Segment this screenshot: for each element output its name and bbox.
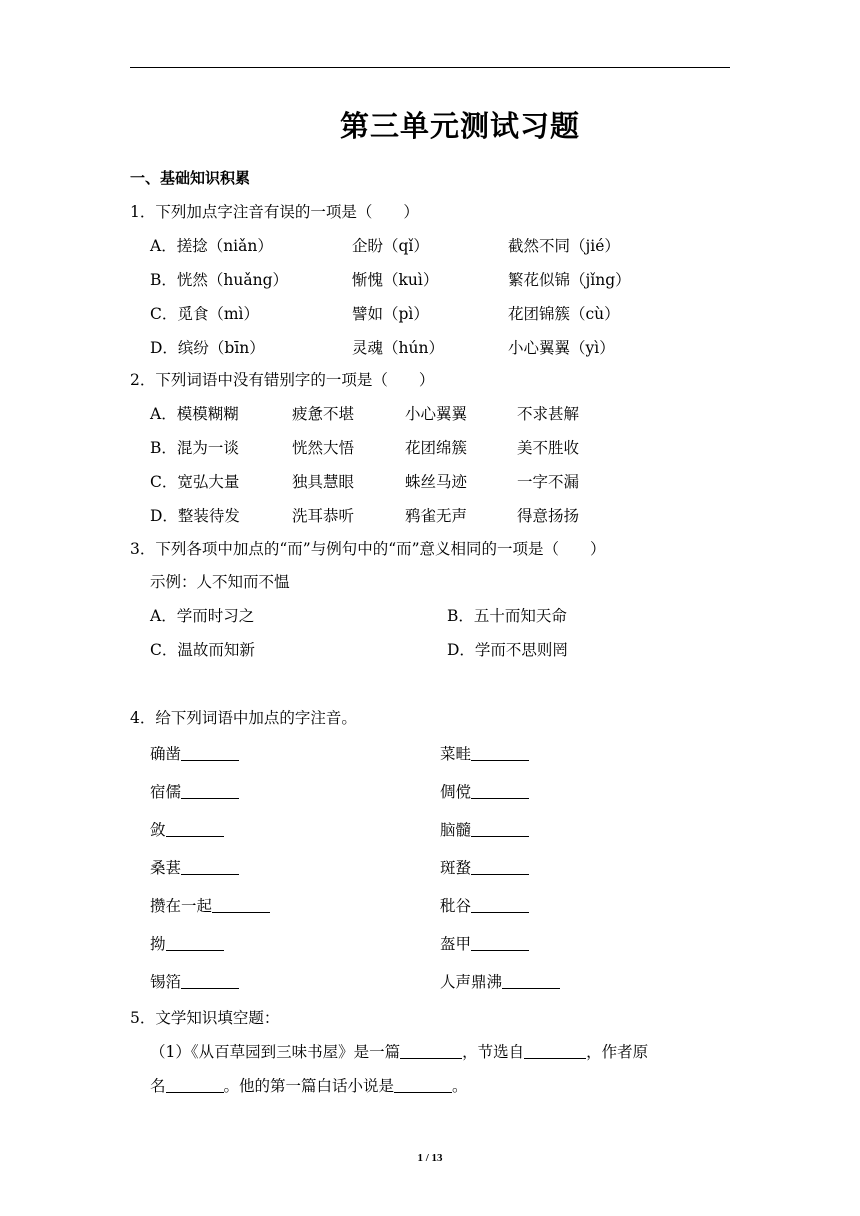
q2-option-item: 得意扬扬: [517, 507, 580, 525]
q1-option-item: C．觅食（mì）: [150, 305, 260, 323]
page-number: 1 / 13: [417, 1152, 443, 1164]
q4-item: [440, 858, 529, 878]
q2-option-item: B．混为一谈: [150, 439, 239, 457]
q1-option-item: 企盼（qǐ）: [352, 237, 429, 255]
q4-word: 人声鼎沸: [440, 973, 503, 991]
q3-stem: 3．下列各项中加点的“而”与例句中的“而”意义相同的一项是（ ）: [130, 540, 606, 558]
q4-word: 脑髓: [440, 821, 472, 839]
answer-blank[interactable]: [471, 744, 529, 761]
q4-word: 桑葚: [150, 859, 182, 877]
answer-blank[interactable]: [166, 1076, 224, 1093]
q4-item: [440, 972, 560, 992]
q4-item: [150, 934, 224, 954]
answer-blank[interactable]: [181, 782, 239, 799]
q1-option-item: 花团锦簇（cù）: [508, 305, 620, 323]
q1-option-item: A．搓捻（niǎn）: [150, 237, 273, 255]
q3-option-b: B．五十而知天命: [447, 607, 567, 625]
answer-blank[interactable]: [471, 858, 529, 875]
q4-item: [150, 820, 224, 840]
header-rule: [130, 67, 730, 68]
q4-word: 确凿: [150, 745, 182, 763]
answer-blank[interactable]: [181, 744, 239, 761]
q2-option-item: 小心翼翼: [405, 405, 468, 423]
q1-option-item: D．缤纷（bīn）: [150, 339, 265, 357]
q1-option-item: 譬如（pì）: [352, 305, 429, 323]
q4-word: 锡箔: [150, 973, 182, 991]
q5-text: 。他的第一篇白话小说是: [223, 1077, 395, 1095]
q5-text: 。: [452, 1077, 468, 1095]
q4-item: [440, 782, 529, 802]
q5-text: ，节选自: [462, 1043, 525, 1061]
q2-option-item: 花团绵簇: [405, 439, 468, 457]
q4-item: [440, 820, 529, 840]
answer-blank[interactable]: [181, 972, 239, 989]
q2-option-item: 不求甚解: [517, 405, 580, 423]
q2-option-item: 独具慧眼: [292, 473, 355, 491]
q4-word: 敛: [150, 821, 166, 839]
q4-word: 秕谷: [440, 897, 472, 915]
section-heading: 一、基础知识积累: [130, 169, 251, 187]
q4-item: [440, 896, 529, 916]
q3-example: 示例：人不知而不愠: [150, 573, 290, 591]
q1-option-item: 惭愧（kuì）: [352, 271, 439, 289]
answer-blank[interactable]: [471, 820, 529, 837]
q4-item: [150, 744, 239, 764]
q1-stem: 1．下列加点字注音有误的一项是（ ）: [130, 203, 419, 221]
answer-blank[interactable]: [394, 1076, 452, 1093]
q5-text: ，作者原: [586, 1043, 649, 1061]
answer-blank[interactable]: [181, 858, 239, 875]
answer-blank[interactable]: [524, 1042, 586, 1059]
q4-item: [150, 782, 239, 802]
q3-option-d: D．学而不思则罔: [447, 641, 568, 659]
q1-option-item: B．恍然（huǎng）: [150, 271, 289, 289]
q4-word: 倜傥: [440, 783, 472, 801]
q2-option-item: 美不胜收: [517, 439, 580, 457]
q1-option-item: 繁花似锦（jǐng）: [508, 271, 631, 289]
q2-option-item: 恍然大悟: [292, 439, 355, 457]
q5-line2: [150, 1076, 468, 1096]
q2-option-item: A．模模糊糊: [150, 405, 239, 423]
q5-text: 名: [150, 1077, 166, 1095]
q5-text: （1）《从百草园到三味书屋》是一篇: [150, 1043, 401, 1061]
q3-option-c: C．温故而知新: [150, 641, 255, 659]
answer-blank[interactable]: [471, 782, 529, 799]
answer-blank[interactable]: [471, 896, 529, 913]
q4-item: [150, 858, 239, 878]
q4-item: [150, 972, 239, 992]
q2-stem: 2．下列词语中没有错别字的一项是（ ）: [130, 371, 435, 389]
q2-option-item: 洗耳恭听: [292, 507, 355, 525]
q4-word: 菜畦: [440, 745, 472, 763]
q2-option-item: C．宽弘大量: [150, 473, 240, 491]
answer-blank[interactable]: [166, 820, 224, 837]
answer-blank[interactable]: [400, 1042, 462, 1059]
q2-option-item: 鸦雀无声: [405, 507, 468, 525]
q2-option-item: 疲惫不堪: [292, 405, 355, 423]
q4-stem: 4．给下列词语中加点的字注音。: [130, 709, 357, 727]
q1-option-item: 小心翼翼（yì）: [508, 339, 615, 357]
q4-word: 盔甲: [440, 935, 472, 953]
answer-blank[interactable]: [212, 896, 270, 913]
answer-blank[interactable]: [166, 934, 224, 951]
q4-item: [440, 744, 529, 764]
q4-item: [440, 934, 529, 954]
q1-option-item: 灵魂（hún）: [352, 339, 444, 357]
answer-blank[interactable]: [502, 972, 560, 989]
q4-word: 攒在一起: [150, 897, 213, 915]
q4-word: 宿儒: [150, 783, 182, 801]
q3-option-a: A．学而时习之: [150, 607, 255, 625]
q4-item: [150, 896, 270, 916]
q4-word: 拗: [150, 935, 166, 953]
q2-option-item: 一字不漏: [517, 473, 580, 491]
page-title: 第三单元测试习题: [339, 109, 580, 143]
q5-stem: 5．文学知识填空题：: [130, 1009, 280, 1027]
q2-option-item: 蛛丝马迹: [405, 473, 468, 491]
answer-blank[interactable]: [471, 934, 529, 951]
q2-option-item: D．整装待发: [150, 507, 240, 525]
q4-word: 斑蝥: [440, 859, 472, 877]
q1-option-item: 截然不同（jié）: [508, 237, 620, 255]
q5-line1: [150, 1042, 648, 1062]
